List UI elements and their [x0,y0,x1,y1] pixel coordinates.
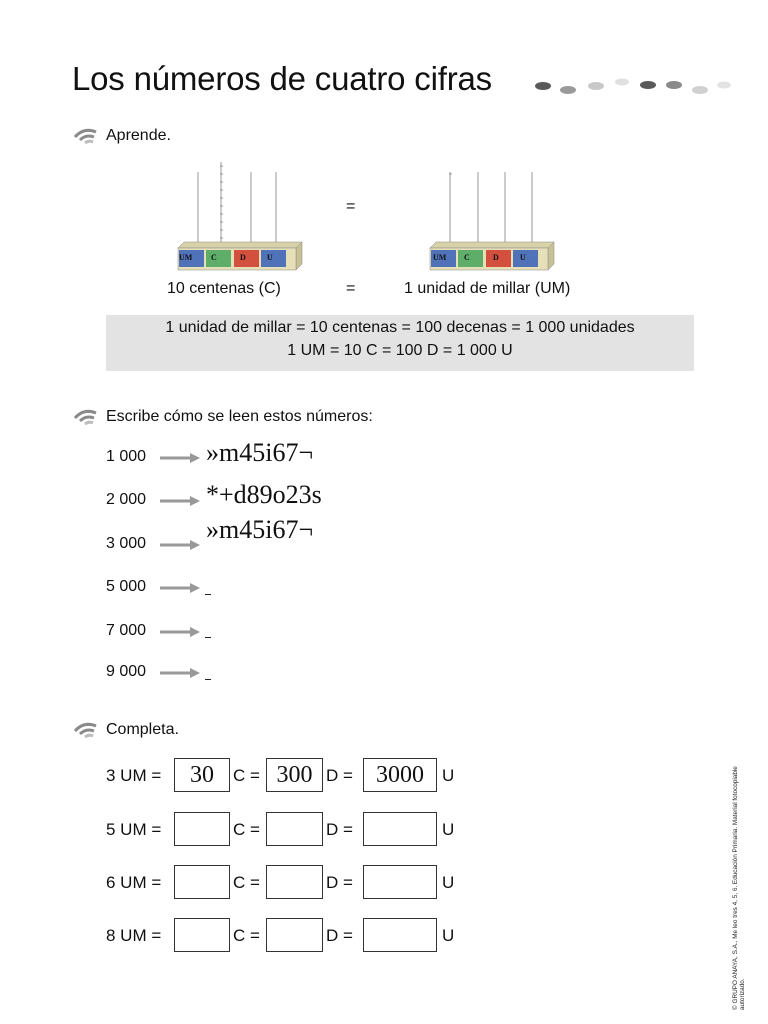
answer-blank[interactable] [205,679,211,680]
number-label: 7 000 [106,622,147,639]
signal-waves-icon [74,127,98,145]
right-arrow-icon [160,627,200,637]
u-answer-box[interactable] [363,918,437,952]
d-label: D = [326,820,353,839]
info-box [106,315,694,371]
page-title: Los números de cuatro cifras [72,60,492,97]
u-label: U [442,873,455,892]
section-label-completa: Completa. [106,721,179,738]
copyright-line-1: © GRUPO ANAYA, S.A., Me leo tres 4, 5, 6. Educación Primaria. Material fotocopiable [732,766,739,1010]
u-answer-box[interactable] [363,812,437,846]
section-label-escribe: Escribe cómo se leen estos números: [106,408,373,425]
rod-label-c-left: C [211,253,217,262]
u-answer-box[interactable] [363,865,437,899]
c-answer-box[interactable]: 30 [174,758,230,792]
number-label: 2 000 [106,491,147,508]
copyright-line-2: autorizado. [739,978,746,1010]
info-line-2: 1 UM = 10 C = 100 D = 1 000 U [287,342,513,359]
right-arrow-icon [160,496,200,506]
d-label: D = [326,873,353,892]
u-answer-box[interactable]: 3000 [363,758,437,792]
written-answer[interactable]: »m45i67¬ [206,515,314,544]
right-arrow-icon [160,540,200,550]
row-lead: 5 UM = [106,820,162,839]
u-label: U [442,820,455,839]
right-arrow-icon [160,583,200,593]
row-lead: 8 UM = [106,926,162,945]
left-caption: 10 centenas (C) [167,280,281,297]
written-answer[interactable]: »m45i67¬ [206,438,314,467]
d-label: D = [326,926,353,945]
abacus-right [428,160,556,272]
copyright-note [731,710,745,1010]
rod-label-c-right: C [464,253,470,262]
rod-label-d-right: D [493,253,499,262]
rod-label-um-left: UM [179,253,193,262]
right-caption: 1 unidad de millar (UM) [404,280,571,297]
signal-waves-icon [74,721,98,739]
rod-label-um-right: UM [433,253,447,262]
rod-label-u-right: U [520,253,526,262]
c-answer-box[interactable] [174,865,230,899]
decorative-dots-icon [534,74,734,98]
number-label: 1 000 [106,448,147,465]
d-answer-box[interactable] [266,865,323,899]
d-answer-box[interactable] [266,918,323,952]
row-lead: 3 UM = [106,766,162,785]
caption-equals: = [346,280,356,297]
right-arrow-icon [160,453,200,463]
right-arrow-icon [160,668,200,678]
c-answer-box[interactable] [174,918,230,952]
rod-label-d-left: D [240,253,246,262]
row-lead: 6 UM = [106,873,162,892]
number-label: 5 000 [106,578,147,595]
rod-label-u-left: U [267,253,273,262]
d-answer-box[interactable] [266,812,323,846]
c-label: C = [233,926,260,945]
info-line-1: 1 unidad de millar = 10 centenas = 100 decenas = 1 000 unidades [165,319,635,336]
answer-blank[interactable] [205,637,211,638]
answer-blank[interactable] [205,594,211,595]
u-label: U [442,926,455,945]
number-label: 3 000 [106,535,147,552]
number-label: 9 000 [106,663,147,680]
section-label-aprende: Aprende. [106,127,171,144]
c-label: C = [233,820,260,839]
u-label: U [442,766,455,785]
abacus-equals: = [346,198,356,215]
c-label: C = [233,766,260,785]
d-answer-box[interactable]: 300 [266,758,323,792]
c-answer-box[interactable] [174,812,230,846]
written-answer[interactable]: *+d89o23s [206,480,322,509]
c-label: C = [233,873,260,892]
signal-waves-icon [74,408,98,426]
d-label: D = [326,766,353,785]
